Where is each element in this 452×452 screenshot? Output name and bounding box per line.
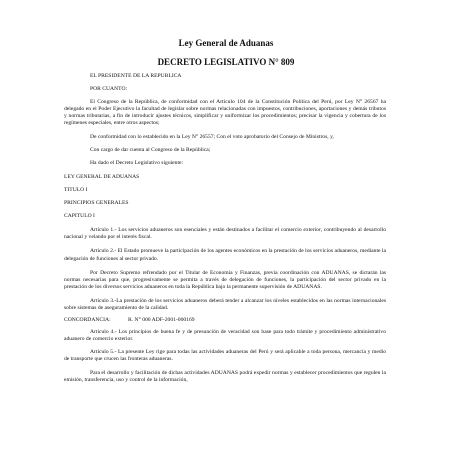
concordancia-value: R. N° 000 ADF-2001-000169 bbox=[128, 317, 195, 324]
preamble-paragraph: De conformidad con lo establecido en la Ley N° 26557; Con el voto aprobatorio del Consejo de Ministros, y, bbox=[90, 133, 334, 140]
document-title: Ley General de Aduanas bbox=[178, 38, 274, 48]
article-3: Artículo 3.-La prestación de los servicios aduaneros deberá tender a alcanzar los niveles establecidos en las normas internacionales sobre sistemas de aseguramiento de la calidad. bbox=[64, 297, 386, 311]
document-subtitle: DECRETO LEGISLATIVO N° 809 bbox=[157, 57, 295, 67]
law-heading: LEY GENERAL DE ADUANAS bbox=[64, 173, 140, 180]
article-2: Artículo 2.- El Estado promueve la participación de los agentes económicos en la prestación de los servicios aduaneros, mediante la delegación de funciones al sector privado. bbox=[64, 248, 386, 262]
preamble-paragraph: Ha dado el Decreto Legislativo siguiente: bbox=[90, 159, 184, 166]
article-5-paragraph: Para el desarrollo y facilitación de dichas actividades ADUANAS podrá expedir normas y establecer procedimientos que regulen la emisión, transferencia, uso y control de la información, bbox=[64, 369, 386, 383]
preamble-paragraph: El Congreso de la República, de conformidad con el Artículo 104 de la Constitución Política del Perú, por Ley N° 26567 ha delegado en el Poder Ejecutivo la facultad de legislar sobre normas relacionadas con impuestos, contribuciones, aportaciones y demás tributos y normas tributarias, a fin de introducir ajustes técnicos, simplificar y uniformizar los procedimientos; precisar la vigencia y cobertura de los regímenes especiales, entre otros aspectos; bbox=[64, 99, 386, 127]
article-5: Artículo 5.- La presente Ley rige para todas las actividades aduaneras del Perú y será aplicable a toda persona, mercancía y medio de transporte que crucen las fronteras aduaneras. bbox=[64, 349, 386, 363]
document-body bbox=[64, 73, 386, 384]
preamble-paragraph: Con cargo de dar cuenta al Congreso de la República; bbox=[90, 146, 211, 153]
president-line: EL PRESIDENTE DE LA REPUBLICA bbox=[90, 73, 182, 79]
article-1: Artículo 1.- Los servicios aduaneros son esenciales y están destinados a facilitar el comercio exterior, contribuyendo al desarrollo nacional y velando por el interés fiscal. bbox=[64, 227, 386, 241]
article-4: Artículo 4.- Los principios de buena fe y de presunción de veracidad son base para todo trámite y procedimiento administrativo aduanero de comercio exterior. bbox=[64, 329, 386, 343]
por-cuanto-line: POR CUANTO: bbox=[90, 86, 128, 93]
capitulo-heading: CAPITULO I bbox=[64, 213, 95, 220]
titulo-heading: TITULO I bbox=[64, 186, 88, 193]
concordancia-line bbox=[64, 317, 386, 324]
article-2-paragraph: Por Decreto Supremo refrendado por el Titular de Economía y Finanzas, previa coordinación con ADUANAS, se dictarán las normas necesarias para que, progresivamente se permita a través de delegación de funciones, la participación del sector privado en la prestación de los diversos servicios aduaneros en toda la República bajo la permanente supervisión de ADUANAS. bbox=[64, 269, 386, 290]
principios-heading: PRINCIPIOS GENERALES bbox=[64, 200, 129, 207]
concordancia-label: CONCORDANCIA: bbox=[64, 317, 111, 324]
